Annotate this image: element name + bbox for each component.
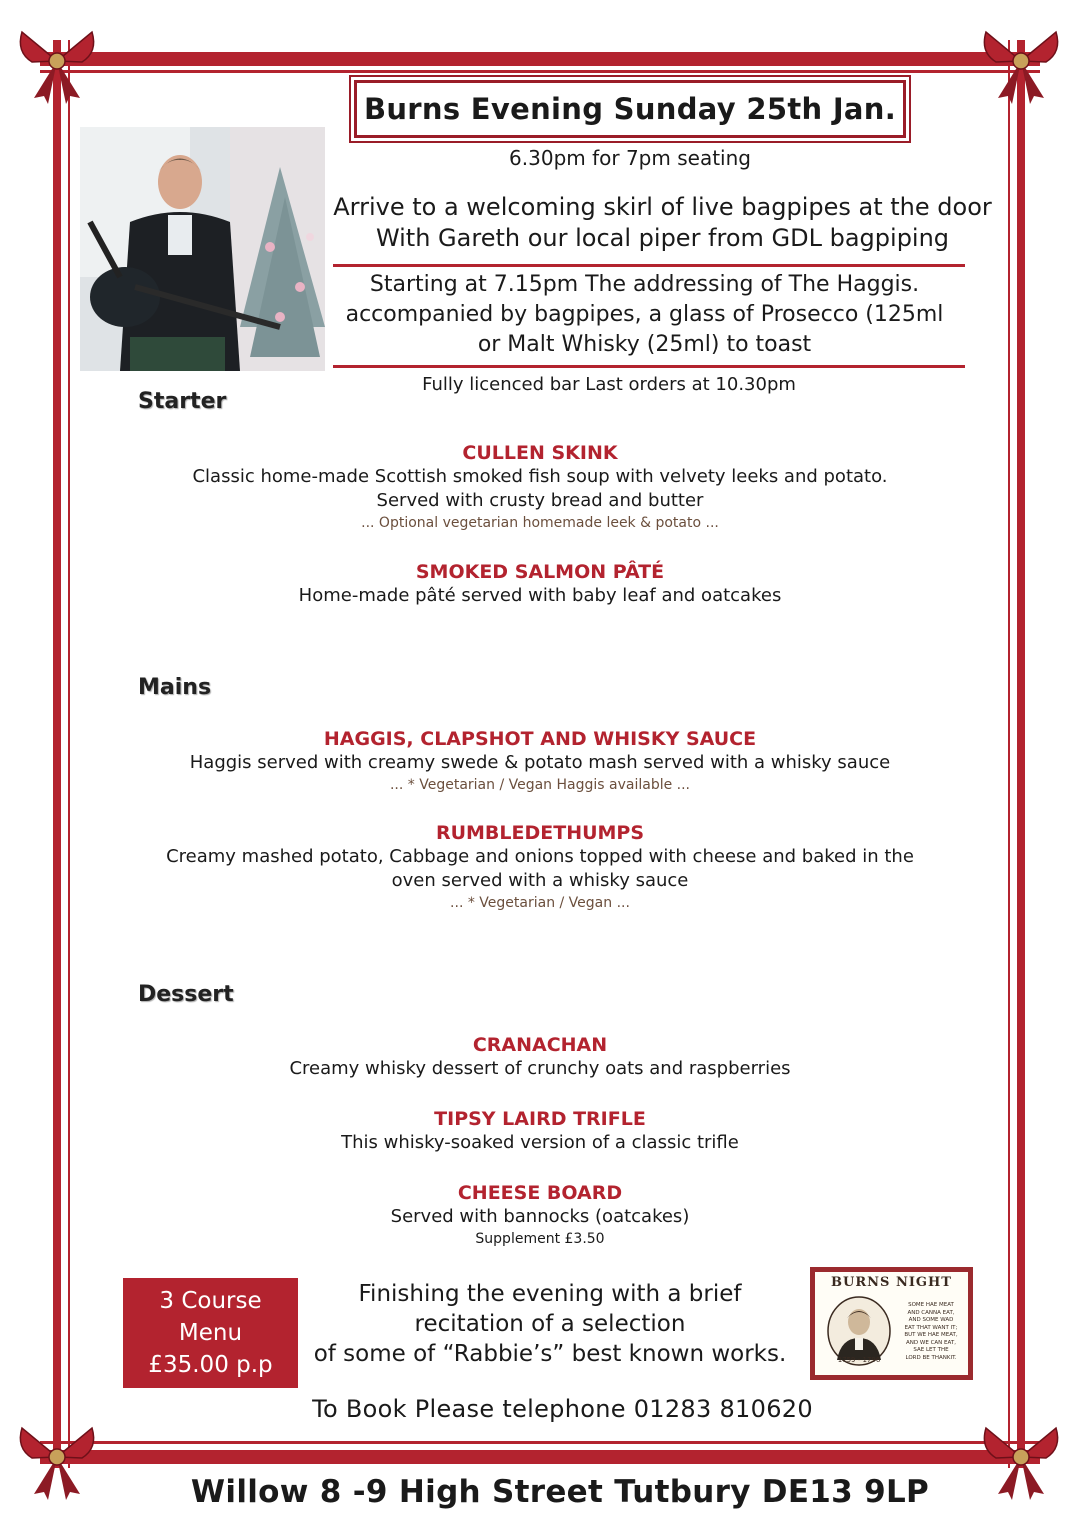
booking-phone: To Book Please telephone 01283 810620 bbox=[312, 1395, 813, 1423]
dish-trifle bbox=[120, 1107, 960, 1155]
section-starter: Starter bbox=[138, 389, 227, 414]
right-border bbox=[1017, 40, 1025, 1468]
left-border bbox=[53, 40, 61, 1468]
dish-cullen-skink bbox=[120, 441, 960, 533]
price-badge bbox=[123, 1278, 298, 1388]
piper-photo bbox=[80, 127, 325, 371]
dish-note: ... * Vegetarian / Vegan Haggis available ... bbox=[389, 777, 691, 793]
dish-name: SMOKED SALMON PÂTÉ bbox=[415, 561, 665, 583]
dish-note: ... Optional vegetarian homemade leek & potato ... bbox=[361, 515, 719, 531]
arrival-line-1: Arrive to a welcoming skirl of live bagpipes at the door bbox=[333, 193, 992, 221]
left-border-thin bbox=[68, 40, 70, 1468]
finishing-line-3: of some of “Rabbie’s” best known works. bbox=[313, 1341, 787, 1367]
arrival-line-2: With Gareth our local piper from GDL bagpiping bbox=[375, 224, 950, 252]
dish-description: Served with bannocks (oatcakes) bbox=[390, 1206, 690, 1227]
dish-description: Haggis served with creamy swede & potato mash served with a whisky sauce bbox=[189, 752, 891, 773]
bottom-border-thin bbox=[40, 1441, 1040, 1444]
burns-card-years: 1759 - 1796 bbox=[837, 1356, 881, 1364]
verse-line: SOME HAE MEAT bbox=[908, 1302, 954, 1308]
section-dessert: Dessert bbox=[138, 982, 234, 1007]
top-border bbox=[40, 52, 1040, 66]
right-border-thin bbox=[1008, 40, 1010, 1468]
dish-description: Creamy whisky dessert of crunchy oats and raspberries bbox=[289, 1058, 791, 1079]
bar-info: Fully licenced bar Last orders at 10.30pm bbox=[422, 374, 796, 395]
dish-name: TIPSY LAIRD TRIFLE bbox=[434, 1108, 646, 1130]
haggis-address-line-1: Starting at 7.15pm The addressing of The Haggis. bbox=[369, 272, 920, 297]
ribbon-bow-icon bbox=[978, 1414, 1064, 1500]
price-line-2: Menu bbox=[178, 1320, 243, 1346]
dish-note: Supplement £3.50 bbox=[475, 1231, 605, 1247]
bottom-border bbox=[40, 1450, 1040, 1464]
dish-description: Creamy mashed potato, Cabbage and onions topped with cheese and baked in the bbox=[166, 846, 914, 867]
finishing-line-1: Finishing the evening with a brief bbox=[358, 1281, 742, 1307]
venue-address: Willow 8 -9 High Street Tutbury DE13 9LP bbox=[190, 1474, 930, 1510]
dish-description: This whisky-soaked version of a classic trifle bbox=[341, 1132, 739, 1153]
divider bbox=[333, 264, 965, 267]
dish-description: Served with crusty bread and butter bbox=[376, 490, 704, 511]
top-border-thin bbox=[40, 70, 1040, 73]
verse-line: BUT WE HAE MEAT, bbox=[904, 1332, 958, 1338]
divider bbox=[333, 365, 965, 368]
haggis-address-line-3: or Malt Whisky (25ml) to toast bbox=[477, 332, 812, 357]
dish-name: HAGGIS, CLAPSHOT AND WHISKY SAUCE bbox=[323, 728, 757, 750]
price-line-3: £35.00 p.p bbox=[148, 1352, 273, 1378]
verse-line: AND SOME WAD bbox=[908, 1317, 954, 1323]
verse-line: LORD BE THANKIT. bbox=[905, 1354, 957, 1361]
dish-cheese-board bbox=[120, 1181, 960, 1249]
section-mains: Mains bbox=[138, 675, 212, 700]
dish-haggis bbox=[120, 727, 960, 795]
burns-card-title: BURNS NIGHT bbox=[831, 1275, 952, 1290]
dish-cranachan bbox=[120, 1033, 960, 1081]
title-box bbox=[354, 80, 906, 138]
burns-card-verse bbox=[897, 1302, 965, 1362]
dish-description: Home-made pâté served with baby leaf and oatcakes bbox=[298, 585, 782, 606]
ribbon-bow-icon bbox=[14, 18, 100, 104]
verse-line: SAE LET THE bbox=[913, 1347, 949, 1353]
finishing-line-2: recitation of a selection bbox=[414, 1311, 686, 1337]
dish-name: CHEESE BOARD bbox=[457, 1182, 623, 1204]
ribbon-bow-icon bbox=[14, 1414, 100, 1500]
page-title: Burns Evening Sunday 25th Jan. bbox=[363, 92, 897, 126]
ribbon-bow-icon bbox=[978, 18, 1064, 104]
seating-time: 6.30pm for 7pm seating bbox=[509, 146, 751, 170]
dish-name: RUMBLEDETHUMPS bbox=[435, 822, 645, 844]
burns-night-card bbox=[810, 1267, 973, 1380]
dish-name: CRANACHAN bbox=[472, 1034, 608, 1056]
verse-line: AND CANNA EAT, bbox=[907, 1309, 955, 1316]
verse-line: AND WE CAN EAT, bbox=[906, 1339, 956, 1346]
dish-name: CULLEN SKINK bbox=[462, 442, 618, 464]
dish-description: oven served with a whisky sauce bbox=[391, 870, 689, 891]
haggis-address-line-2: accompanied by bagpipes, a glass of Prosecco (125ml bbox=[345, 302, 944, 327]
price-line-1: 3 Course bbox=[159, 1288, 262, 1314]
dish-note: ... * Vegetarian / Vegan ... bbox=[450, 895, 630, 911]
dish-description: Classic home-made Scottish smoked fish soup with velvety leeks and potato. bbox=[192, 466, 888, 487]
dish-rumbledethumps bbox=[120, 821, 960, 913]
dish-smoked-salmon bbox=[120, 560, 960, 608]
verse-line: EAT THAT WANT IT; bbox=[904, 1324, 958, 1331]
